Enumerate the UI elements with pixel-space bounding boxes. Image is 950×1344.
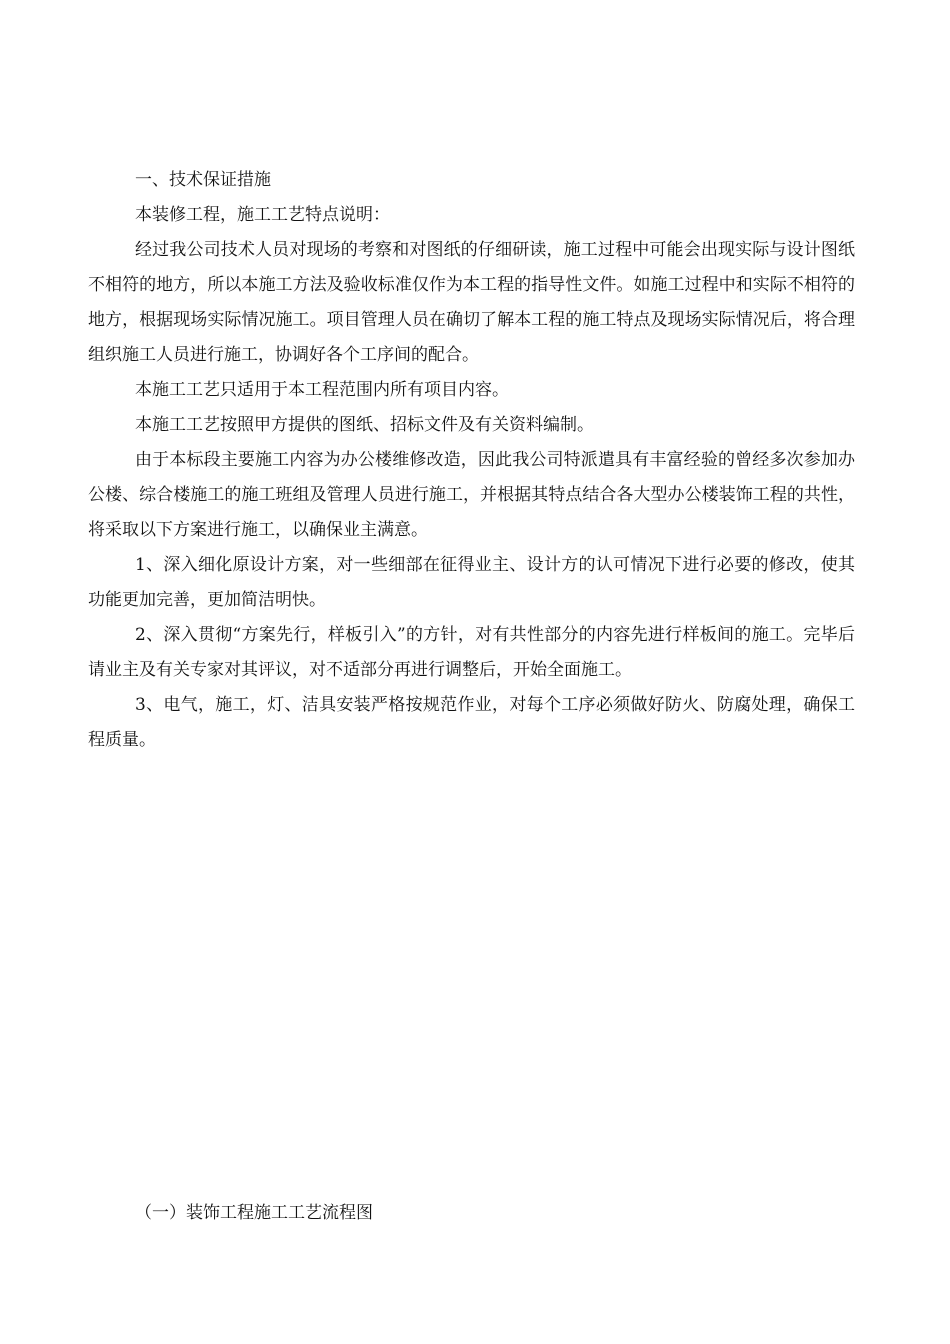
paragraph-scope: 本施工工艺只适用于本工程范围内所有项目内容。 bbox=[135, 380, 509, 400]
paragraph-item-2: 2、深入贯彻“方案先行，样板引入”的方针，对有共性部分的内容先进行样板间的施工。完毕后请业主及有关专家对其评议，对不适部分再进行调整后，开始全面施工。 bbox=[88, 625, 855, 680]
section-heading: 一、技术保证措施 bbox=[135, 170, 271, 190]
paragraph-team: 由于本标段主要施工内容为办公楼维修改造，因此我公司特派遣具有丰富经验的曾经多次参加办公楼、综合楼施工的施工班组及管理人员进行施工，并根据其特点结合各大型办公楼装饰工程的共性，将采取以下方案进行施工，以确保业主满意。 bbox=[88, 450, 855, 540]
paragraph-intro: 本装修工程，施工工艺特点说明： bbox=[135, 205, 390, 225]
flow-chart-heading: （一）装饰工程施工工艺流程图 bbox=[135, 1203, 373, 1223]
paragraph-item-1: 1、深入细化原设计方案，对一些细部在征得业主、设计方的认可情况下进行必要的修改，使其功能更加完善，更加简洁明快。 bbox=[88, 555, 855, 610]
paragraph-item-3: 3、电气，施工，灯、洁具安装严格按规范作业，对每个工序必须做好防火、防腐处理，确保工程质量。 bbox=[88, 695, 855, 750]
paragraph-basis: 本施工工艺按照甲方提供的图纸、招标文件及有关资料编制。 bbox=[135, 415, 594, 435]
document-body bbox=[88, 163, 855, 758]
paragraph-overview: 经过我公司技术人员对现场的考察和对图纸的仔细研读，施工过程中可能会出现实际与设计图纸不相符的地方，所以本施工方法及验收标准仅作为本工程的指导性文件。如施工过程中和实际不相符的地方，根据现场实际情况施工。项目管理人员在确切了解本工程的施工特点及现场实际情况后，将合理组织施工人员进行施工，协调好各个工序间的配合。 bbox=[88, 240, 855, 365]
